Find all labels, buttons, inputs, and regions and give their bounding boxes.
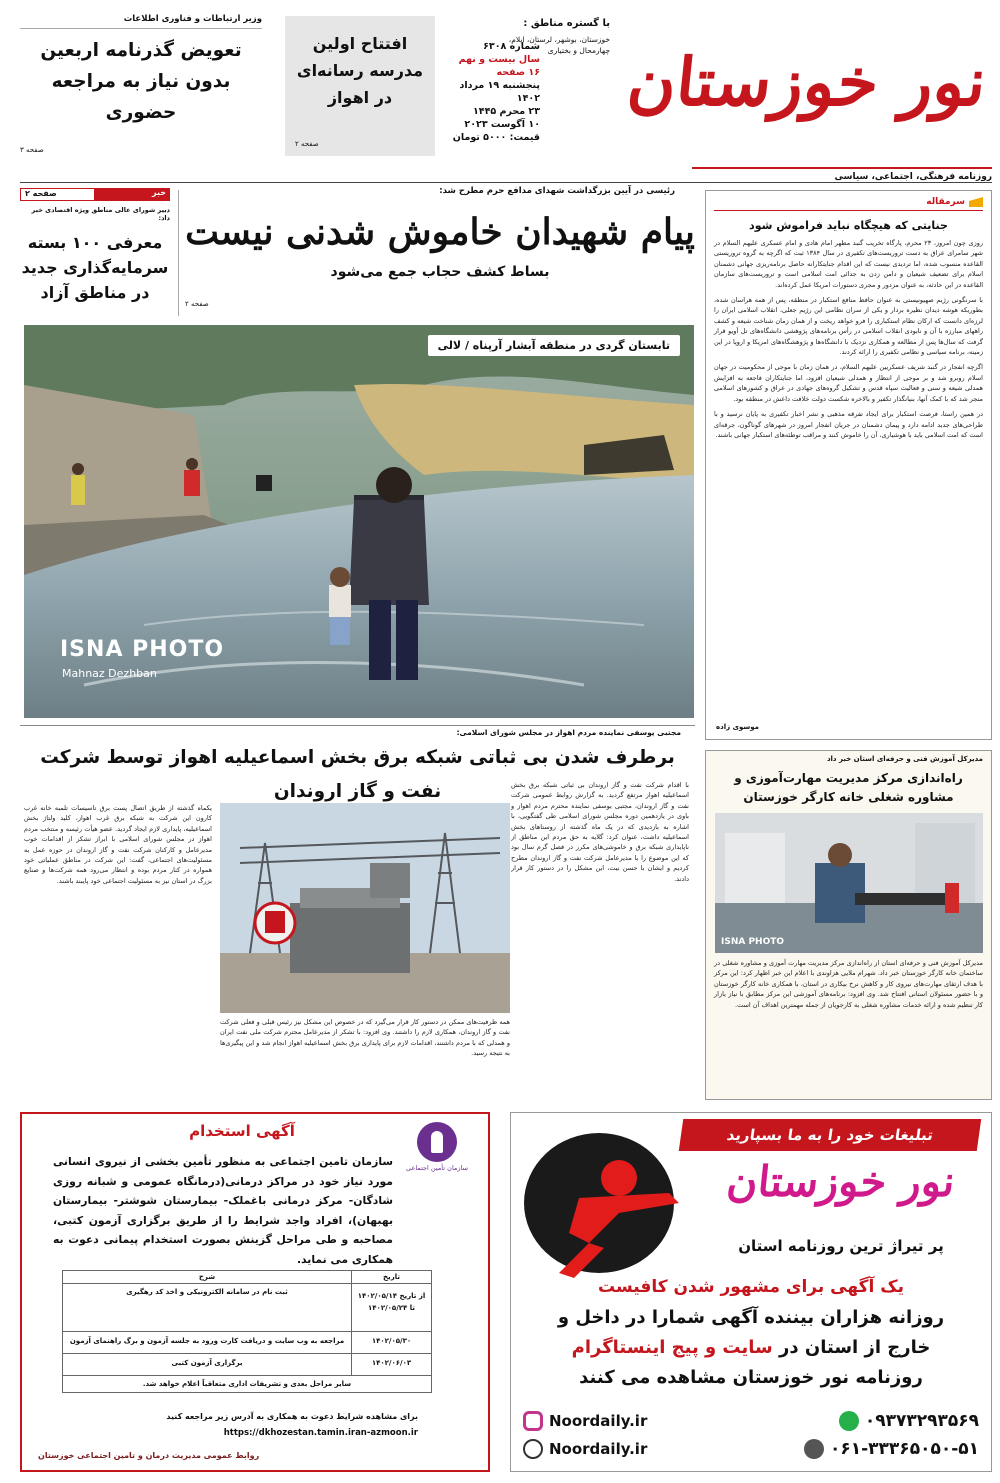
editorial-author: موسوی زاده [716,723,760,731]
table-header-desc: شرح [198,1273,216,1281]
teaser-school-headline: افتتاح اولین مدرسه رسانه‌ای در اهواز [296,34,424,107]
photo-caption: تابستان گردی در منطقه آبشار آرپناه / لالی [428,335,680,356]
pen-icon [969,197,983,207]
whatsapp-icon [839,1411,859,1431]
promo-whatsapp: ۰۹۳۷۳۲۹۳۵۶۹ [864,1411,979,1431]
promo-line-4: روزنامه نور خوزستان مشاهده می کنند [579,1367,923,1388]
table-row: از تاریخ ۱۴۰۲/۰۵/۱۴ تا ۱۴۰۲/۰۵/۲۴ ثبت نام در سامانه الکترونیکی و اخذ کد رهگیری [63,1284,431,1332]
editorial-paragraph-1: روزی چون امروز، ۲۳ محرم، پارگاه تخریب گنبد مطهر امام هادی و امام عسکری علیهم السلام در شهر سامرای عراق به دست تروریست‌های تکفیری در سال ۱۳۸۴ ثبت که اگرچه به گروه تروریستی القاعده منسوب شده، اما تردیدی نیست که این اقدام جنایتکارانه حاصل برنامه‌ریزی جهانی دشمنان اسلام برای تضعیف شیعیان و دامن زدن به جدائی امت اسلامی است و تروریست‌های سازمان القاعده در این حادثه، به عنوان مزدور و مجری دستورات امریکا عمل کرده‌اند. [714,239,983,289]
promo-website[interactable]: Noordaily.ir [549,1440,648,1458]
editorial-label: سرمقاله [926,197,965,207]
photo-credit: Mahnaz Dezhban [62,667,157,680]
promo-line-3-b: سایت و پیج اینستاگرام [571,1337,773,1358]
photo-agency: ISNA PHOTO [60,637,225,662]
promo-line-1: یک آگهی برای مشهور شدن کافیست [597,1277,905,1297]
promo-contacts [523,1409,979,1465]
skills-headline: راه‌اندازی مرکز مدیریت مهارت‌آموزی و مشاوره شغلی خانه کارگر خوزستان [734,771,963,804]
editorial [705,190,992,740]
promo-phone: ۰۶۱-۳۳۳۶۵۰۵۰-۵۱ [830,1439,979,1459]
news-box-kicker: دبیر شورای عالی مناطق ویژه اقتصادی خبر داد: [31,206,170,222]
masthead [440,10,992,185]
masthead-tagline: روزنامه فرهنگی، اجتماعی، سیاسی [692,167,992,182]
hiring-table [62,1270,432,1393]
date-lunar: ۲۳ محرم ۱۴۴۵ [472,106,540,117]
globe-icon [523,1439,543,1459]
skills-photo-agency: ISNA PHOTO [721,937,785,947]
hiring-note: برای مشاهده شرایط دعوت به همکاری به آدرس زیر مراجعه کنید [166,1412,418,1421]
price: قیمت: ۵۰۰۰ تومان [452,132,540,143]
lead-story [185,186,695,316]
coverage-regions: خوزستان، بوشهر، لرستان، ایلام، چهارمحال و بختیاری [508,35,610,55]
hiring-body: سازمان تامین اجتماعی به منظور تأمین بخشی از نیروی انسانی مورد نیاز خود در مراکز درمانی(درمانگاه عمومی و شبانه روزی شادگان- مرکز درمانی باغملک- بیمارستان شوشتر- بیمارستان بهبهان)، افراد واجد شرایط را از طریق برگزاری آزمون کتبی، مصاحبه و طی مراحل گزینش بصورت استخدام پیمانی دعوت به همکاری می نماید. [53,1155,393,1266]
table-footer: سایر مراحل بعدی و تشریفات اداری متعاقباً اعلام خواهد شد. [142,1380,352,1388]
promo-line-3-a: خارج از استان در [779,1337,931,1358]
editorial-paragraph-4: در همین راستا، فرصت استکبار برای ایجاد تفرقه مذهبی و نشر اخبار تکفیری به پایان نرسید و با طراحی‌های جدید ادامه دارد و پیمان دشمنان در جریان انفجار امروز در شهرهای گوناگون، جرقه‌ای است که امت اسلامی باید با هوشیاری، آن را خاموش کنند و مراقب توطئه‌های استکبار جهانی باشند. [714,410,983,439]
lead-page: صفحه ۲ [185,300,209,308]
editorial-paragraph-2: با سرنگونی رژیم صهیونیستی به عنوان حافظ منافع استکبار در منطقه، پس از همه هراسان شده، بطوریکه هوشه دیدان نظیره بردار و یکی از سران نظامی این رژیم جعلی، انقلاب اسلامی ایران را لرزه‌ای دانست که ارکان نظام استکباری را فرو خواهد ریخت و از همان زمان شناخت شیعه و کشف راههای مبارزه با آن و نابودی انقلاب اسلامی در رأس برنامه‌های پژوهشی دانشگاه‌های تل آویو قرار گرفت که سال‌ها پس از مطالعه و همکاری نزدیک با دانشگاه‌ها و پژوهشگاه‌های امریکا و اروپا در این زمینه، برنامه سیاسی و نظامی تکفیری را ارائه کردند. [714,296,983,357]
workshop-photo [715,813,983,953]
skills-photo [715,813,983,953]
promo-banner: تبلیغات خود را به ما بسپارید [679,1119,981,1151]
skills-kicker: مدیرکل آموزش فنی و حرفه‌ای استان خبر داد [826,755,983,763]
news-box-headline: معرفی ۱۰۰ بسته سرمایه‌گذاری جدید در مناطق آزاد [21,233,169,302]
table-row: ۱۴۰۲/۰۶/۰۳ برگزاری آزمون کتبی [63,1354,431,1376]
phone-icon [804,1439,824,1459]
issue-pages: ۱۶ صفحه [496,67,540,78]
date-gregorian: ۱۰ آگوست ۲۰۲۳ [464,119,540,130]
substation-photo [220,803,510,1013]
promo-logo: نور خوزستان [724,1157,958,1206]
masthead-logo: نور خوزستان [624,43,991,121]
skills-story [705,750,992,1100]
teaser-passport-headline: تعویض گذرنامه اربعین بدون نیاز به مراجعه حضوری [40,40,242,123]
hiring-footer: روابط عمومی مدیریت درمان و تامین اجتماعی خوزستان [38,1451,260,1460]
news-box [20,188,170,314]
teaser-passport-page: صفحه ۳ [20,146,44,154]
lead-kicker: رئیسی در آیین بزرگداشت شهدای مدافع حرم مطرح شد: [439,186,675,196]
table-header-date: تاریخ [351,1271,431,1283]
power-column-3: یکماه گذشته از طریق اتصال پست برق تاسیسات تلمبه خانه غرب کارون این شرکت به شبکه برق غرب اهواز، کلید ولتاژ بخش اسماعیلیه، پایداری لازم ایجاد گردید. عضو هیأت رئیسه و منتخب مردم اهواز در مجلس شورای اسلامی با ابراز تشکر از اقدامات خوب مدیرعامل و کارکنان شرکت نفت و گاز اروندان در حوزه عمل به مسئولیت‌های اجتماعی، گفت: این شرکت در مناطق عملیاتی خود همواره در کنار مردم بوده و انتظار می‌رود همه شرکت‌ها و صنایع بزرگ در استان نیز به مسئولیت اجتماعی خود پایبند باشند. [24,804,212,885]
power-photo [220,803,510,1013]
promo-slogan: پر تیراژ ترین روزنامه استان [738,1237,944,1255]
editorial-title: جنایتی که هیچگاه نباید فراموش شود [749,219,948,232]
promo-line-2: روزانه هزاران بیننده آگهی شمارا در داخل و [557,1307,945,1328]
masthead-rule [20,182,992,183]
coverage-label: با گستره مناطق : [523,18,610,29]
teaser-school [285,16,435,156]
issue-info [440,40,540,144]
main-photo [24,325,694,718]
date-solar: پنجشنبه ۱۹ مرداد ۱۴۰۲ [459,80,540,104]
power-kicker: مجتبی یوسفی نماینده مردم اهواز در مجلس شورای اسلامی: [456,728,681,737]
instagram-icon [523,1411,543,1431]
power-story [20,725,695,1100]
news-box-page: صفحه ۲ [20,188,95,201]
teaser-passport-kicker: وزیر ارتباطات و فناوری اطلاعات [20,14,262,29]
tamin-logo-icon [417,1122,457,1162]
hiring-ad [20,1112,490,1472]
issue-year: سال بیست و نهم [458,54,540,65]
editorial-paragraph-3: اگرچه انفجار در گنبد شریف عسکریین علیهم السلام، در همان زمان با موجی از محکومیت در جهان اسلام روبرو شد و بر موجی از انتظار و همدلی شیعیان افزود، اما جنایتکاران فاجعه به افزایش همدلی شیعه و سنی و فعالیت سپاه قدس و تشکیل گروه‌های جهادی در عراق و کشورهای اسلامی منجر شد که با کمک آنها، بنیانگذار تکفیر و بالاخره شکست دولت خلافت داعش در منطقه بود. [714,363,983,403]
news-box-divider [178,190,179,316]
power-headline: برطرف شدن بی ثباتی شبکه برق بخش اسماعیلیه اهواز توسط شرکت نفت و گاز اروندان [40,747,675,802]
power-column-2: همه ظرفیت‌های ممکن در دستور کار قرار می‌گیرد که در خصوص این مشکل نیز رئیس قبلی و فعلی شرکت نفت و گاز اروندان، همکاری لازم را داشتند. وی افزود: با تشکر از مدیرعامل محترم شرکت ملی نفت ایران و همدلی که با مردم داشتند، اقدامات لازم برای پایداری برق بخش اسماعیلیه اهواز انجام شد و این پیگیری‌ها به نتیجه رسید. [220,1018,510,1058]
lead-subhead: بساط کشف حجاب جمع می‌شود [330,264,550,280]
mascot-illustration [519,1123,719,1283]
promo-ad [510,1112,992,1472]
lead-headline: پیام شهیدان خاموش شدنی نیست [185,211,695,253]
hiring-org-logo [398,1122,476,1172]
skills-body: مدیرکل آموزش فنی و حرفه‌ای استان از راه‌اندازی مرکز مدیریت مهارت آموزی و مشاوره شغلی در ساختمان خانه کارگر خوزستان خبر داد. شهرام ملایی هزاوندی با اعلام این خبر اظهار کرد: این مرکز با هدف ارتقای مهارت‌های نیروی کار و کاهش نرخ بیکاری در استان، با همکاری خانه کارگر خوزستان و با حضور مسئولان استانی افتتاح شد. وی افزود: برنامه‌های آموزشی این مرکز مطابق با نیاز بازار کار تنظیم شده و ارائه خدمات مشاوره شغلی به کارجویان از جمله مهمترین اهداف آن است. [714,959,983,1009]
hiring-url[interactable]: https://dkhozestan.tamin.iran-azmoon.ir [223,1428,418,1438]
table-row: ۱۴۰۲/۰۵/۳۰ مراجعه به وب سایت و دریافت کارت ورود به جلسه آزمون و برگ راهنمای آزمون [63,1332,431,1354]
hiring-title: آگهی استخدام [189,1122,295,1140]
promo-instagram[interactable]: Noordaily.ir [549,1412,648,1430]
promo-line-3 [511,1337,991,1358]
power-column-1: با اقدام شرکت نفت و گاز اروندان بی ثباتی شبکه برق بخش اسماعیلیه اهواز مرتفع گردید. به گزارش روابط عمومی شرکت نفت و گاز اروندان، مجتبی یوسفی نماینده محترم مردم اهواز و باوی در یازدهمین دوره مجلس شورای اسلامی طی گفتگویی، با اشاره به بازدیدی که در یک ماه گذشته از روستاهای بخش اسماعیلیه داشت، عنوان کرد: گلایه به حق مردم این مناطق از ناپایداری شبکه برق و خاموشی‌های مکرر در فصل گرم سال بود که این موضوع را با مدیرعامل شرکت نفت و گاز اروندان مطرح کردیم و ایشان با حسن نیت، این مشکل را در دستور کار قرار دادند. [511,781,689,883]
teaser-passport [20,14,262,156]
hiring-org-name: سازمان تأمین اجتماعی [406,1164,468,1172]
teaser-school-page: صفحه ۲ [295,140,319,148]
news-box-label: خبر [95,188,170,201]
issue-number: شماره ۶۳۰۸ [483,41,540,52]
